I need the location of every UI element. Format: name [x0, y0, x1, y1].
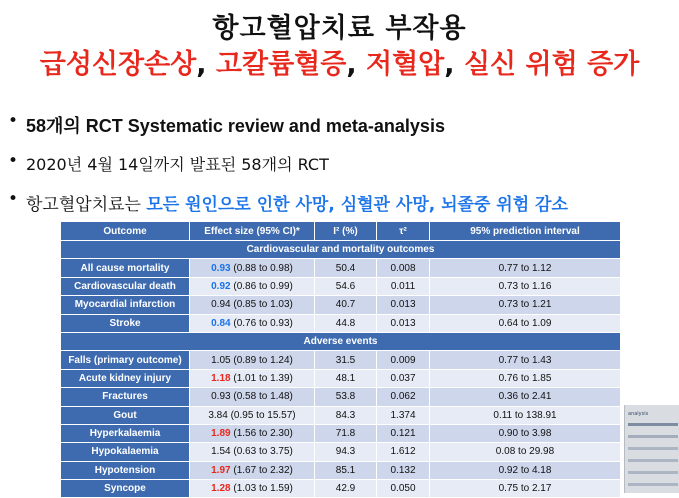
effect-size-value: 0.92	[211, 280, 231, 292]
outcome-cell: Cardiovascular death	[61, 277, 190, 295]
outcome-cell: Falls (primary outcome)	[61, 351, 190, 369]
effect-size-ci: (1.67 to 2.32)	[233, 464, 293, 476]
table-row	[61, 480, 621, 498]
i2-cell: 50.4	[315, 259, 377, 277]
subtitle-phrase: 고칼륨혈증	[215, 49, 347, 80]
table-row	[61, 369, 621, 387]
i2-cell: 42.9	[315, 480, 377, 498]
outcome-cell: Gout	[61, 406, 190, 424]
i2-cell: 85.1	[315, 461, 377, 479]
prediction-interval-cell: 0.73 to 1.21	[430, 296, 621, 314]
outcome-cell: Hypokalaemia	[61, 443, 190, 461]
subtitle-phrase: 저혈압	[366, 49, 445, 80]
effect-size-value: 1.05	[211, 354, 231, 366]
prediction-interval-cell: 0.92 to 4.18	[430, 461, 621, 479]
effect-size-value: 0.93	[211, 391, 231, 403]
thumbnail-line	[628, 459, 678, 462]
bullet-prefix: 항고혈압치료는	[26, 195, 147, 215]
prediction-interval-cell: 0.77 to 1.43	[430, 351, 621, 369]
effect-size-value: 0.84	[211, 317, 231, 329]
effect-size-ci: (0.86 to 0.99)	[233, 280, 293, 292]
outcome-cell: Fractures	[61, 388, 190, 406]
thumbnail-line	[628, 483, 678, 486]
subtitle-separator: ,	[346, 49, 357, 80]
bullet-dot-icon: •	[8, 189, 19, 209]
section-row	[61, 241, 621, 259]
effect-size-value: 3.84	[208, 409, 228, 421]
section-row	[61, 332, 621, 350]
column-header: Outcome	[61, 222, 190, 241]
effect-size-value: 0.93	[211, 262, 231, 274]
table-row	[61, 461, 621, 479]
effect-size-cell	[190, 480, 315, 498]
effect-size-ci: (1.03 to 1.59)	[233, 483, 293, 495]
effect-size-cell	[190, 443, 315, 461]
table-row	[61, 388, 621, 406]
tau2-cell: 0.008	[377, 259, 430, 277]
prediction-interval-cell: 0.73 to 1.16	[430, 277, 621, 295]
tau2-cell: 0.013	[377, 296, 430, 314]
effect-size-cell	[190, 369, 315, 387]
effect-size-value: 1.54	[211, 446, 231, 458]
effect-size-ci: (1.56 to 2.30)	[233, 428, 293, 440]
table-row	[61, 259, 621, 277]
effect-size-cell	[190, 259, 315, 277]
section-title: Adverse events	[61, 332, 621, 350]
section-title: Cardiovascular and mortality outcomes	[61, 241, 621, 259]
subtitle-separator: ,	[444, 49, 455, 80]
bullet-dot-icon: •	[8, 151, 19, 171]
effect-size-ci: (0.58 to 1.48)	[233, 391, 293, 403]
effect-size-cell	[190, 296, 315, 314]
prediction-interval-cell: 0.76 to 1.85	[430, 369, 621, 387]
effect-size-ci: (0.85 to 1.03)	[233, 299, 293, 311]
table-row	[61, 277, 621, 295]
i2-cell: 53.8	[315, 388, 377, 406]
thumbnail-caption: analysis	[628, 411, 649, 417]
effect-size-ci: (0.95 to 15.57)	[230, 409, 296, 421]
tau2-cell: 1.612	[377, 443, 430, 461]
bullet-text: 2020년 4월 14일까지 발표된 58개의 RCT	[26, 155, 329, 174]
thumbnail-line	[628, 435, 678, 438]
bullet-text	[26, 190, 568, 215]
tau2-cell: 1.374	[377, 406, 430, 424]
i2-cell: 54.6	[315, 277, 377, 295]
i2-cell: 44.8	[315, 314, 377, 332]
thumbnail-line	[628, 471, 678, 474]
bullet-highlight: 모든 원인으로 인한 사망, 심혈관 사망, 뇌졸중 위험 감소	[146, 195, 568, 215]
prediction-interval-cell: 0.11 to 138.91	[430, 406, 621, 424]
prediction-interval-cell: 0.08 to 29.98	[430, 443, 621, 461]
results-table	[60, 221, 621, 498]
prediction-interval-cell: 0.75 to 2.17	[430, 480, 621, 498]
table-row	[61, 314, 621, 332]
effect-size-cell	[190, 406, 315, 424]
tau2-cell: 0.013	[377, 314, 430, 332]
column-header: τ²	[377, 222, 430, 241]
table-header-row	[61, 222, 621, 241]
effect-size-cell	[190, 277, 315, 295]
effect-size-cell	[190, 351, 315, 369]
outcome-cell: Stroke	[61, 314, 190, 332]
column-header: I² (%)	[315, 222, 377, 241]
effect-size-value: 0.94	[211, 299, 231, 311]
effect-size-ci: (0.63 to 3.75)	[233, 446, 293, 458]
i2-cell: 40.7	[315, 296, 377, 314]
effect-size-value: 1.89	[211, 428, 231, 440]
effect-size-ci: (0.76 to 0.93)	[233, 317, 293, 329]
effect-size-ci: (0.88 to 0.98)	[233, 262, 293, 274]
effect-size-cell	[190, 314, 315, 332]
outcome-cell: Myocardial infarction	[61, 296, 190, 314]
i2-cell: 31.5	[315, 351, 377, 369]
prediction-interval-cell: 0.36 to 2.41	[430, 388, 621, 406]
subtitle-separator: ,	[196, 49, 207, 80]
prediction-interval-cell: 0.64 to 1.09	[430, 314, 621, 332]
effect-size-cell	[190, 461, 315, 479]
column-header: 95% prediction interval	[430, 222, 621, 241]
thumbnail-line	[628, 447, 678, 450]
outcome-cell: Hypotension	[61, 461, 190, 479]
effect-size-ci: (0.89 to 1.24)	[233, 354, 293, 366]
column-header: Effect size (95% CI)*	[190, 222, 315, 241]
thumbnail-line	[628, 423, 678, 426]
prediction-interval-cell: 0.90 to 3.98	[430, 424, 621, 442]
tau2-cell: 0.011	[377, 277, 430, 295]
video-thumbnail[interactable]	[624, 405, 679, 493]
table-row	[61, 424, 621, 442]
effect-size-ci: (1.01 to 1.39)	[233, 372, 293, 384]
table-body	[61, 241, 621, 498]
results-table-container	[60, 221, 620, 498]
subtitle-phrase: 급성신장손상	[39, 49, 197, 80]
bullet-text: 58개의 RCT Systematic review and meta-analysis	[26, 116, 445, 136]
effect-size-value: 1.97	[211, 464, 231, 476]
tau2-cell: 0.009	[377, 351, 430, 369]
outcome-cell: Hyperkalaemia	[61, 424, 190, 442]
tau2-cell: 0.062	[377, 388, 430, 406]
effect-size-cell	[190, 424, 315, 442]
outcome-cell: All cause mortality	[61, 259, 190, 277]
bullet-dot-icon: •	[8, 111, 19, 131]
table-row	[61, 351, 621, 369]
table-row	[61, 443, 621, 461]
effect-size-value: 1.28	[211, 483, 231, 495]
tau2-cell: 0.121	[377, 424, 430, 442]
i2-cell: 84.3	[315, 406, 377, 424]
effect-size-cell	[190, 388, 315, 406]
i2-cell: 71.8	[315, 424, 377, 442]
outcome-cell: Syncope	[61, 480, 190, 498]
tau2-cell: 0.050	[377, 480, 430, 498]
i2-cell: 48.1	[315, 369, 377, 387]
outcome-cell: Acute kidney injury	[61, 369, 190, 387]
effect-size-value: 1.18	[211, 372, 231, 384]
table-row	[61, 296, 621, 314]
table-row	[61, 406, 621, 424]
tau2-cell: 0.132	[377, 461, 430, 479]
subtitle-phrase: 실신 위험 증가	[463, 49, 640, 80]
tau2-cell: 0.037	[377, 369, 430, 387]
slide-title: 항고혈압치료 부작용	[212, 13, 467, 44]
slide-subtitle	[0, 42, 679, 81]
prediction-interval-cell: 0.77 to 1.12	[430, 259, 621, 277]
i2-cell: 94.3	[315, 443, 377, 461]
